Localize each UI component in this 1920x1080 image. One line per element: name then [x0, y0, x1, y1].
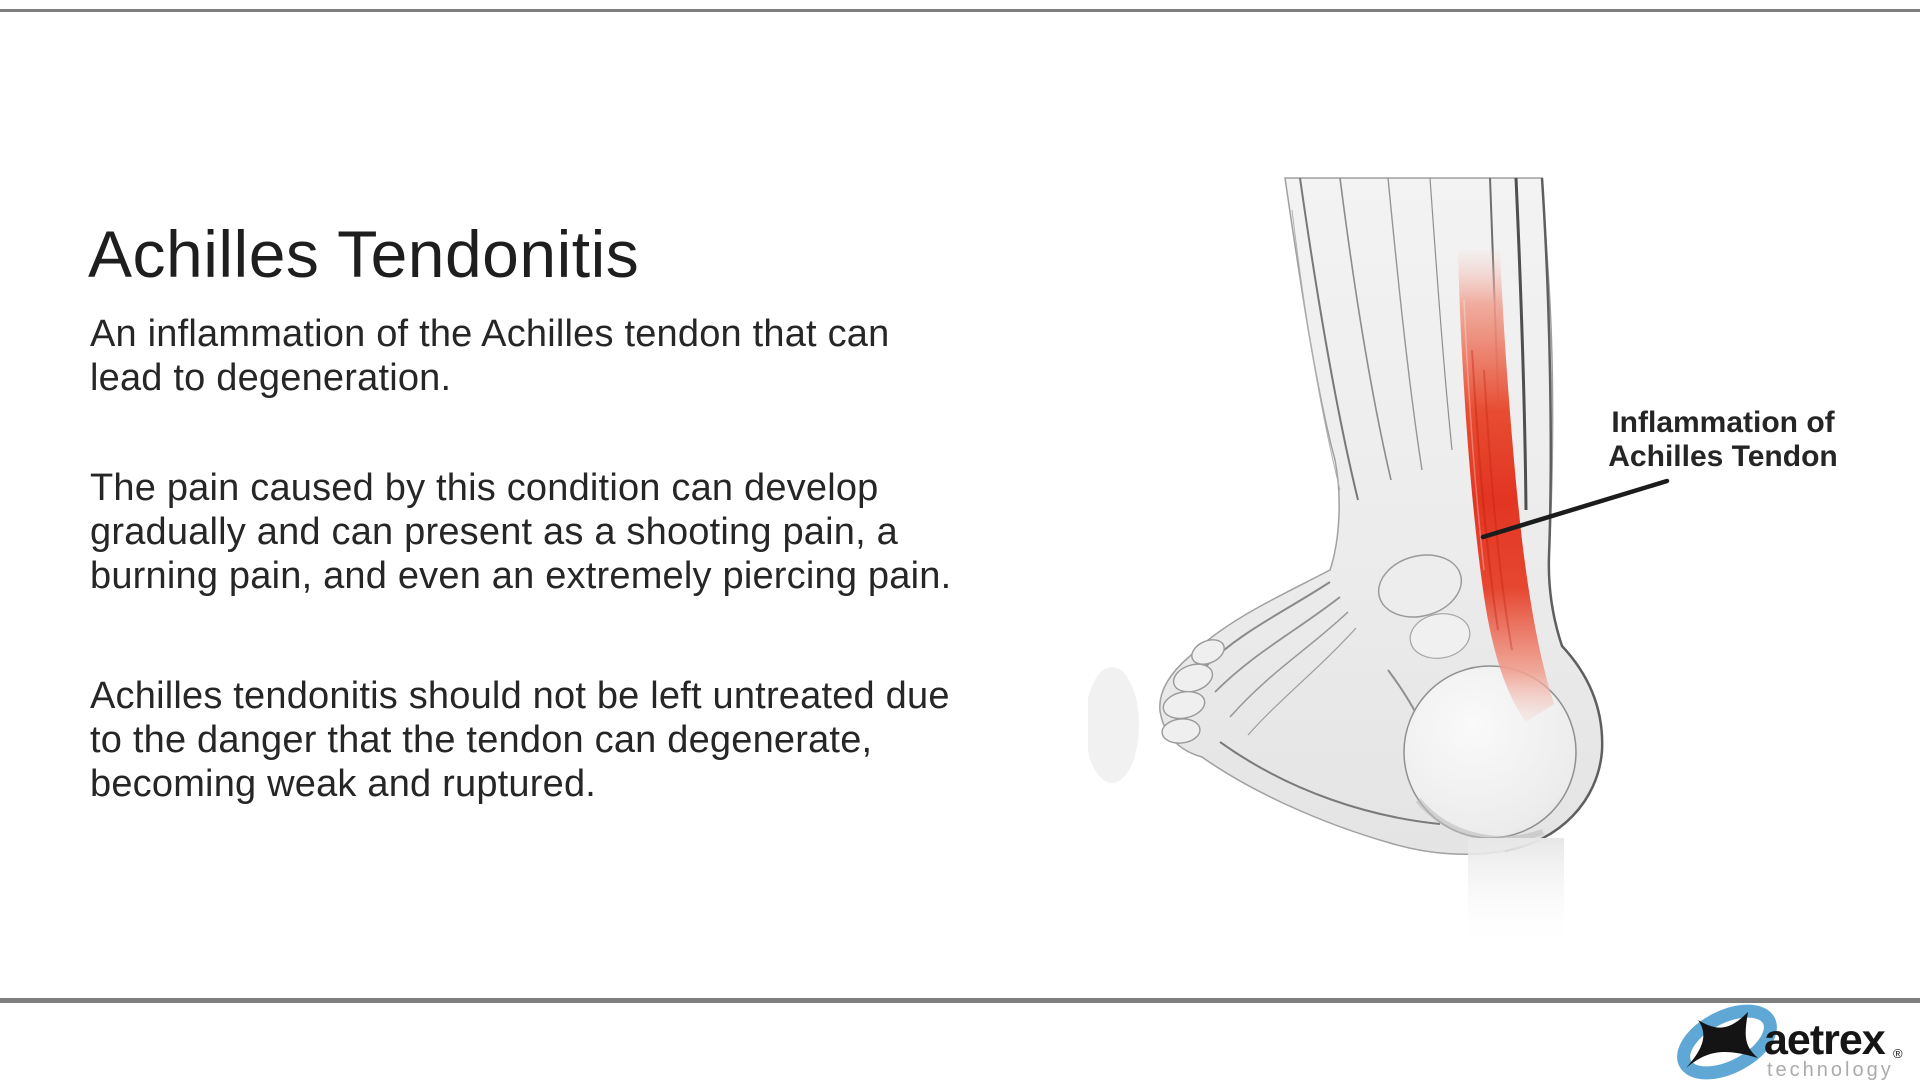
brand-subtitle: technology	[1767, 1059, 1894, 1080]
paragraph-3-line-2: to the danger that the tendon can degenerate,	[90, 719, 873, 761]
top-divider	[0, 9, 1920, 12]
brand-name: aetrex	[1764, 1016, 1885, 1064]
paragraph-2-line-2: gradually and can present as a shooting pain, a	[90, 511, 898, 553]
figure-label-line-1: Inflammation of	[1611, 406, 1835, 439]
leg-fade	[1468, 838, 1564, 950]
slide-title: Achilles Tendonitis	[88, 217, 640, 292]
paragraph-3	[90, 674, 950, 806]
paragraph-1-line-1: An inflammation of the Achilles tendon that can	[90, 313, 890, 355]
paragraph-2	[90, 466, 951, 598]
anatomy-illustration	[1088, 150, 1920, 962]
paragraph-3-line-1: Achilles tendonitis should not be left untreated due	[90, 675, 950, 717]
registered-mark: ®	[1893, 1046, 1903, 1061]
paragraph-1	[90, 312, 889, 400]
paragraph-3-line-3: becoming weak and ruptured.	[90, 763, 597, 805]
paragraph-2-line-1: The pain caused by this condition can develop	[90, 467, 879, 509]
bottom-divider	[0, 998, 1920, 1003]
paragraph-1-line-2: lead to degeneration.	[90, 357, 452, 399]
figure-label-line-2: Achilles Tendon	[1608, 440, 1838, 473]
foot-shadow	[1088, 667, 1139, 783]
paragraph-2-line-3: burning pain, and even an extremely piercing pain.	[90, 555, 952, 597]
aetrex-logo	[1672, 1002, 1912, 1080]
